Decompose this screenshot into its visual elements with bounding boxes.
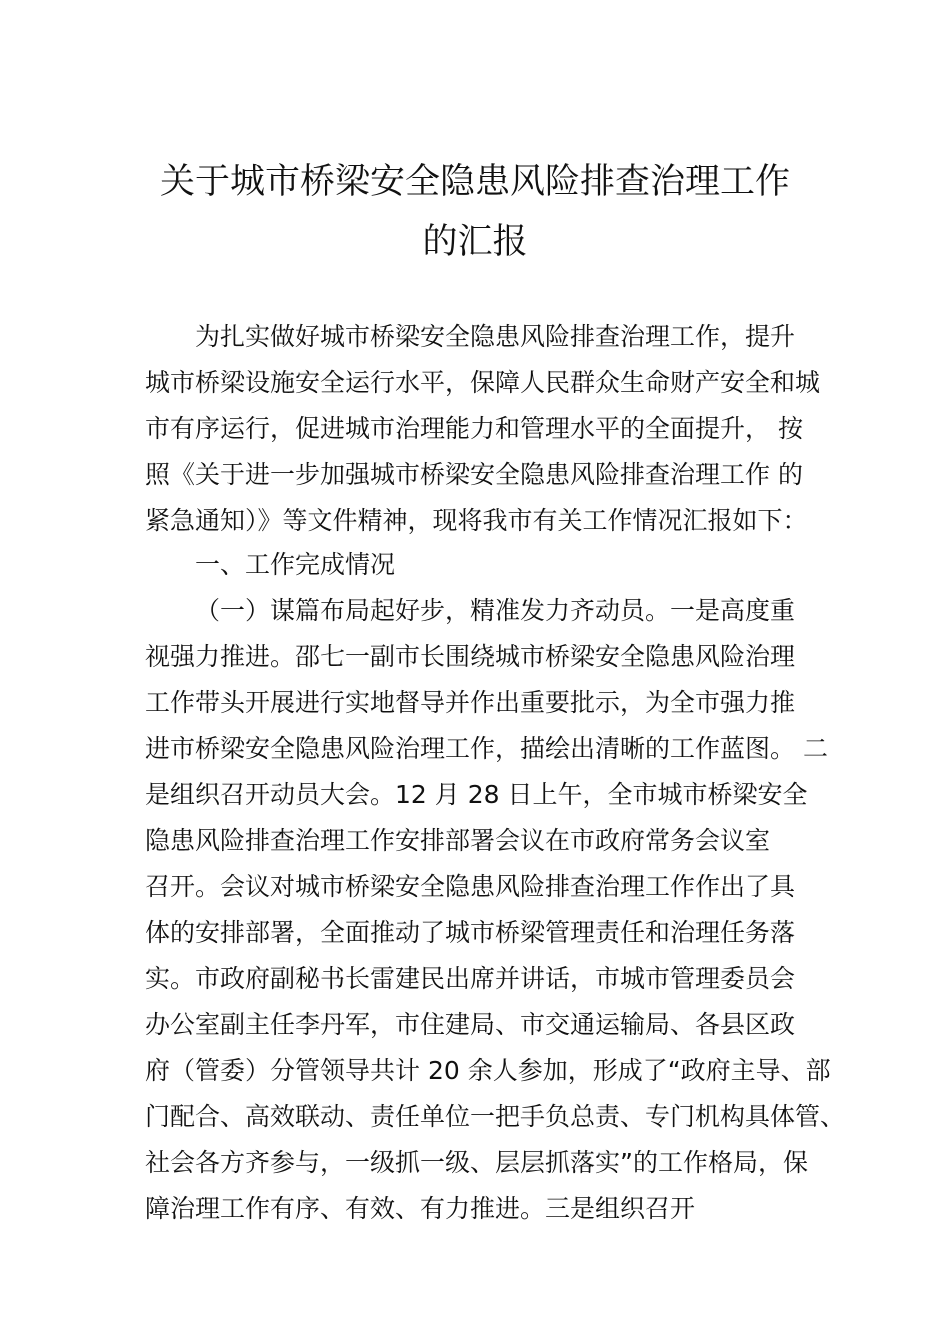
paragraph-line: 召开。会议对城市桥梁安全隐患风险排查治理工作作出了具 bbox=[145, 872, 796, 901]
document-title-line-1: 关于城市桥梁安全隐患风险排查治理工作 bbox=[159, 162, 790, 202]
paragraph-line: 门配合、高效联动、责任单位一把手负总责、专门机构具体管、 bbox=[145, 1102, 846, 1131]
paragraph-line: 紧急通知）》等文件精神，现将我市有关工作情况汇报如下： bbox=[145, 506, 808, 535]
paragraph-line: 视强力推进。邵七一副市长围绕城市桥梁安全隐患风险治理 bbox=[145, 642, 796, 671]
paragraph-line: 工作带头开展进行实地督导并作出重要批示，为全市强力推 bbox=[145, 688, 796, 717]
paragraph-line: 照《关于进一步加强城市桥梁安全隐患风险排查治理工作 的 bbox=[145, 460, 803, 489]
paragraph-line: 实。市政府副秘书长雷建民出席并讲话，市城市管理委员会 bbox=[145, 964, 796, 993]
paragraph-line: 体的安排部署，全面推动了城市桥梁管理责任和治理任务落 bbox=[145, 918, 796, 947]
document-title-line-2: 的汇报 bbox=[422, 222, 528, 262]
paragraph-line: 为扎实做好城市桥梁安全隐患风险排查治理工作，提升 bbox=[195, 322, 796, 351]
paragraph-line: 隐患风险排查治理工作安排部署会议在市政府常务会议室 bbox=[145, 826, 771, 855]
paragraph-line: 市有序运行，促进城市治理能力和管理水平的全面提升， 按 bbox=[145, 414, 803, 443]
paragraph-line: 城市桥梁设施安全运行水平，保障人民群众生命财产安全和城 bbox=[145, 368, 821, 397]
paragraph-line: 府（管委）分管领导共计 20 余人参加，形成了“政府主导、部 bbox=[145, 1056, 831, 1085]
section-heading: 一、工作完成情况 bbox=[195, 550, 396, 579]
paragraph-line: 办公室副主任李丹军，市住建局、市交通运输局、各县区政 bbox=[145, 1010, 796, 1039]
paragraph-line: 进市桥梁安全隐患风险治理工作，描绘出清晰的工作蓝图。 二 bbox=[145, 734, 828, 763]
paragraph-line: 障治理工作有序、有效、有力推进。三是组织召开 bbox=[145, 1194, 696, 1223]
paragraph-line: 是组织召开动员大会。12 月 28 日上午，全市城市桥梁安全 bbox=[145, 780, 808, 809]
paragraph-line: 社会各方齐参与，一级抓一级、层层抓落实”的工作格局，保 bbox=[145, 1148, 808, 1177]
paragraph-line: （一）谋篇布局起好步，精准发力齐动员。一是高度重 bbox=[195, 596, 796, 625]
